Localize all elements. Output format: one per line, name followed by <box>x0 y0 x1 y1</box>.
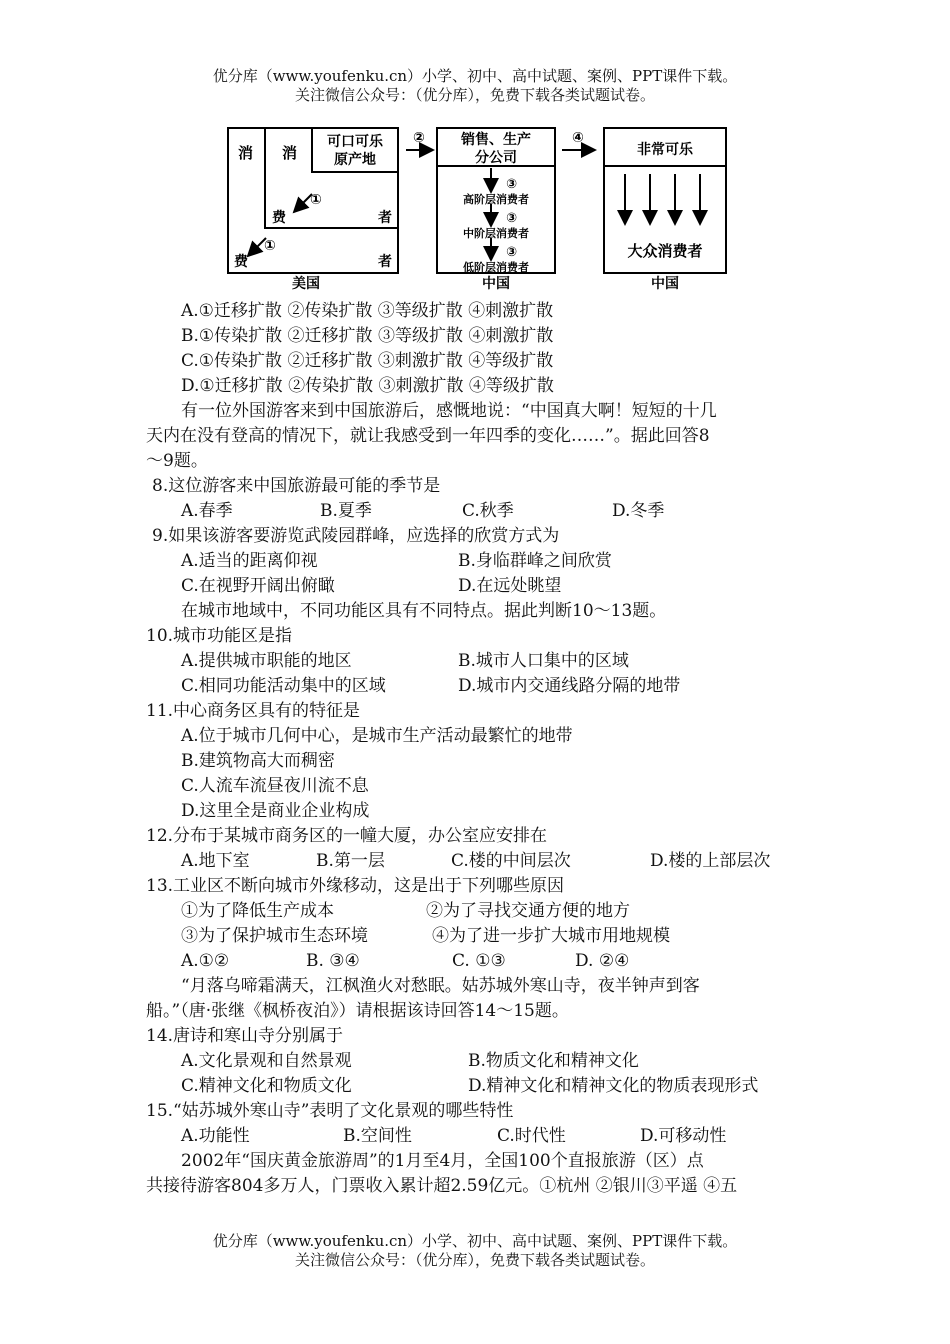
arrow-2-label: ② <box>413 130 425 146</box>
feichang-cola: 非常可乐 <box>637 142 693 158</box>
mass-consumers: 大众消费者 <box>627 242 703 260</box>
passage-line: 船。”（唐·张继《枫桥夜泊》）请根据该诗回答14～15题。 <box>146 1001 569 1021</box>
option-11c: C.人流车流昼夜川流不息 <box>181 776 369 796</box>
option-14c: C.精神文化和物质文化 <box>181 1076 352 1096</box>
option-8b: B.夏季 <box>320 501 372 521</box>
usa-char-2: 消 <box>282 144 298 162</box>
option-10a: A.提供城市职能的地区 <box>181 651 352 671</box>
question-15: 15.“姑苏城外寒山寺”表明了文化景观的哪些特性 <box>146 1101 514 1121</box>
branch-line-1: 销售、生产 <box>461 132 531 148</box>
option-14d: D.精神文化和精神文化的物质表现形式 <box>468 1076 759 1096</box>
origin-line-1: 可口可乐 <box>327 134 383 150</box>
question-14: 14.唐诗和寒山寺分别属于 <box>146 1026 344 1046</box>
passage-line: 天内在没有登高的情况下，就让我感受到一年四季的变化……”。据此回答8 <box>146 426 710 446</box>
china-caption-1: 中国 <box>482 276 510 292</box>
option-9c: C.在视野开阔出俯瞰 <box>181 576 335 596</box>
option-11d: D.这里全是商业企业构成 <box>181 801 370 821</box>
option-11b: B.建筑物高大而稠密 <box>181 751 335 771</box>
header-line-1: 优分库（www.youfenku.cn）小学、初中、高中试题、案例、PPT课件下载。 <box>212 67 738 85</box>
option-12a: A.地下室 <box>181 851 250 871</box>
option-13b: B. ③④ <box>306 951 360 971</box>
question-10: 10.城市功能区是指 <box>146 626 293 646</box>
china-num-3b: ③ <box>506 211 518 226</box>
diffusion-diagram <box>220 120 740 292</box>
passage-line: 在城市地域中，不同功能区具有不同特点。据此判断10～13题。 <box>181 601 667 621</box>
usa-caption: 美国 <box>292 276 320 292</box>
option-8d: D.冬季 <box>612 501 665 521</box>
option-line: D.①迁移扩散 ②传染扩散 ③刺激扩散 ④等级扩散 <box>181 376 554 396</box>
passage-line: ～9题。 <box>146 451 208 471</box>
option-line: B.①传染扩散 ②迁移扩散 ③等级扩散 ④刺激扩散 <box>181 326 554 346</box>
usa-num-1: ① <box>310 192 322 208</box>
option-line: C.①传染扩散 ②迁移扩散 ③刺激扩散 ④等级扩散 <box>181 351 554 371</box>
option-14b: B.物质文化和精神文化 <box>468 1051 639 1071</box>
question-8: 8.这位游客来中国旅游最可能的季节是 <box>152 476 441 496</box>
option-12d: D.楼的上部层次 <box>650 851 771 871</box>
question-9: 9.如果该游客要游览武陵园群峰，应选择的欣赏方式为 <box>152 526 560 546</box>
option-12b: B.第一层 <box>316 851 385 871</box>
passage-line: 有一位外国游客来到中国旅游后，感慨地说：“中国真大啊！短短的十几 <box>181 401 717 421</box>
footer-line-2: 关注微信公众号：（优分库），免费下载各类试题试卷。 <box>294 1251 655 1269</box>
usa-zhe-2: 者 <box>378 254 392 270</box>
mid-class-consumers: 中阶层消费者 <box>463 227 529 240</box>
passage-line: “月落乌啼霜满天，江枫渔火对愁眠。姑苏城外寒山寺，夜半钟声到客 <box>181 976 700 996</box>
question-12: 12.分布于某城市商务区的一幢大厦，办公室应安排在 <box>146 826 548 846</box>
option-10c: C.相同功能活动集中的区域 <box>181 676 386 696</box>
option-15b: B.空间性 <box>343 1126 412 1146</box>
option-9a: A.适当的距离仰视 <box>181 551 318 571</box>
option-9b: B.身临群峰之间欣赏 <box>458 551 612 571</box>
passage-line: 共接待游客804多万人，门票收入累计超2.59亿元。①杭州 ②银川③平遥 ④五 <box>146 1176 738 1196</box>
arrow-4-label: ④ <box>572 130 584 146</box>
question-11: 11.中心商务区具有的特征是 <box>146 701 361 721</box>
reason-1: ①为了降低生产成本 <box>181 901 334 921</box>
reason-2: ②为了寻找交通方便的地方 <box>426 901 630 921</box>
usa-fei-1: 费 <box>272 210 286 226</box>
option-11a: A.位于城市几何中心，是城市生产活动最繁忙的地带 <box>181 726 573 746</box>
usa-char-1: 消 <box>238 144 254 162</box>
low-class-consumers: 低阶层消费者 <box>463 261 529 274</box>
option-10d: D.城市内交通线路分隔的地带 <box>458 676 681 696</box>
option-9d: D.在远处眺望 <box>458 576 562 596</box>
option-8c: C.秋季 <box>462 501 514 521</box>
passage-line: 2002年“国庆黄金旅游周”的1月至4月，全国100个直报旅游（区）点 <box>181 1151 704 1171</box>
reason-4: ④为了进一步扩大城市用地规模 <box>432 926 670 946</box>
origin-line-2: 原产地 <box>334 152 376 168</box>
header-line-2: 关注微信公众号：（优分库），免费下载各类试题试卷。 <box>294 86 655 104</box>
reason-3: ③为了保护城市生态环境 <box>181 926 368 946</box>
question-13: 13.工业区不断向城市外缘移动，这是出于下列哪些原因 <box>146 876 565 896</box>
option-14a: A.文化景观和自然景观 <box>181 1051 352 1071</box>
usa-zhe-1: 者 <box>378 210 392 226</box>
option-15d: D.可移动性 <box>640 1126 727 1146</box>
branch-line-2: 分公司 <box>475 150 517 166</box>
high-class-consumers: 高阶层消费者 <box>463 193 529 206</box>
option-8a: A.春季 <box>181 501 233 521</box>
option-12c: C.楼的中间层次 <box>451 851 571 871</box>
option-13d: D. ②④ <box>575 951 630 971</box>
china-caption-2: 中国 <box>651 276 679 292</box>
usa-num-2: ① <box>264 238 276 254</box>
option-15a: A.功能性 <box>181 1126 250 1146</box>
usa-fei-2: 费 <box>234 254 248 270</box>
option-13c: C. ①③ <box>452 951 506 971</box>
option-line: A.①迁移扩散 ②传染扩散 ③等级扩散 ④刺激扩散 <box>181 301 554 321</box>
china-num-3c: ③ <box>506 245 518 260</box>
footer-line-1: 优分库（www.youfenku.cn）小学、初中、高中试题、案例、PPT课件下载。 <box>212 1232 738 1250</box>
option-10b: B.城市人口集中的区域 <box>458 651 629 671</box>
china-num-3a: ③ <box>506 177 518 192</box>
option-13a: A.①② <box>181 951 230 971</box>
option-15c: C.时代性 <box>497 1126 566 1146</box>
